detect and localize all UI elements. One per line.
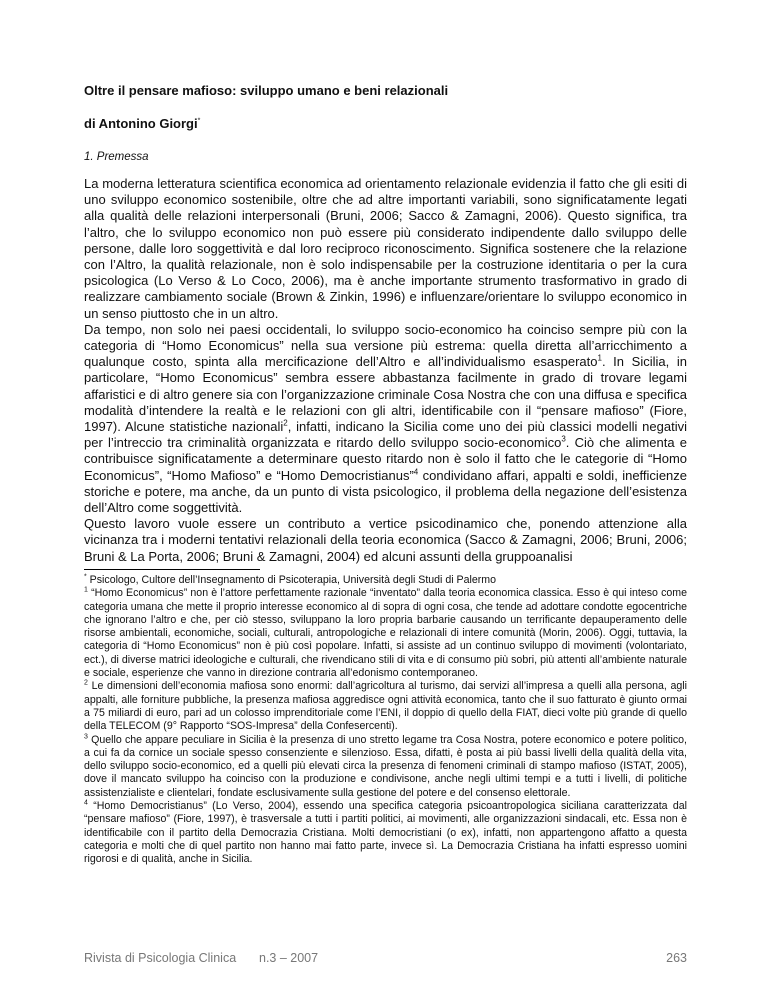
footnote-separator (84, 569, 260, 570)
footnote-ref-1[interactable]: 1 (597, 353, 602, 363)
paragraph-2: Da tempo, non solo nei paesi occidentali, lo sviluppo socio-economico ha coinciso sempre più con la categoria di “Homo Economicus” nella sua versione più estrema: quella diretta all’arricchimento a qualunque costo, spinta alla mercificazione dell’Altro e all’individualismo esasperato$^1$. In Sicilia, in particolare, “Homo Economicus” sembra essere abbastanza facilmente in grado di trovare legami affaristici e di altro genere sia con l’organizzazione criminale Cosa Nostra che con una diffusa e specifica modalità d’intendere la realtà e le relazioni con gli altri, identificabile con il “pensare mafioso” (Fiore, 1997). Alcune statistiche nazionali$^2$, infatti, indicano la Sicilia come uno dei più classici modelli negativi per l’intreccio tra criminalità organizzata e ritardo dello sviluppo socio-economico$^3$. Ciò che alimenta e contribuisce significatamente a determinare questo ritardo non è solo il fatto che le categorie di “Homo Economicus”, “Homo Mafioso” e “Homo Democristianus”$^4$ condividano affari, appalti e soldi, inefficienze storiche e potere, ma anche, da un punto di vista psicologico, il problema della negazione dell’esistenza dell’Altro come soggettività. (84, 321, 688, 516)
author-name: di Antonino Giorgi (84, 116, 198, 131)
footnote-2: $^2$ Le dimensioni dell’economia mafiosa sono enormi: dall’agricoltura al turismo, dai servizi all’impresa a quelli alla persona, agli appalti, alle forniture pubbliche, la presenza mafiosa aggredisce ogni attività economica, tanto che il suo fatturato è giunto ormai a 75 miliardi di euro, pari ad un colosso imprenditoriale come l’ENI, il doppio di quello della FIAT, dieci volte più grande di quello della TELECOM (9° Rapporto “SOS-Impresa” della Confesercenti). (84, 679, 687, 733)
article-title: Oltre il pensare mafioso: sviluppo umano e beni relazionali (84, 83, 449, 98)
article-author (84, 116, 200, 131)
issue-number: n.3 – 2007 (259, 951, 319, 965)
footnote-1: $^1$ “Homo Economicus” non è l’attore perfettamente razionale “inventato” dalla teoria economica classica. Esso è qui inteso come categoria umana che mette il proprio interesse economico al di sopra di ogni cosa, che tende ad adottare condotte egocentriche che ignorano l’altro e che, per ciò stesso, sviluppano la loro propria barbarie causando un terrificante depauperamento delle risorse ambientali, economiche, sociali, culturali, antropologiche e relazionali di intere comunità (Morin, 2006). Oggi, tuttavia, la categoria di “Homo Economicus” non è più così popolare. Infatti, si assiste ad un continuo sviluppo di movimenti (volontariato, ect.), di diverse matrici ideologiche e culturali, che rivendicano stili di vita e di consumo più sobri, più attenti all’ambiente naturale e sociale, esperienze che vanno in direzione contraria all’edonismo contemporaneo. (84, 586, 687, 680)
footnote-4: $^4$ “Homo Democristianus” (Lo Verso, 2004), essendo una specifica categoria psicoantropologica siciliana caratterizzata dal “pensare mafioso” (Fiore, 1997), è trasversale a tutti i partiti politici, ai movimenti, alle organizzazioni sindacali, etc. Essa non è identificabile con il partito della Democrazia Cristiana. Molti democristiani (o ex), infatti, non appartengono affatto a questa categoria e molti che di quel partito non hanno mai fatto parte, invece sì. La Democrazia Cristiana ha infatti espresso uomini rigorosi e di qualità, anche in Sicilia. (84, 799, 687, 866)
author-footnote-mark[interactable]: * (197, 117, 201, 125)
paragraph-1: La moderna letteratura scientifica economica ad orientamento relazionale evidenzia il fatto che gli esiti di uno sviluppo economico sostenibile, oltre che ad altre importanti variabili, sono significatamente legati alla qualità delle relazioni interpersonali (Bruni, 2006; Sacco & Zamagni, 2006). Questo significa, tra l’altro, che lo sviluppo economico non può essere più considerato indipendente dallo sviluppo delle persone, dalle loro soggettività e dal loro reciproco riconoscimento. Significa sostenere che la relazione con l’Altro, la qualità relazionale, non è solo indispensabile per la costruzione identitaria o per la cura psicologica (Lo Verso & Lo Coco, 2006), ma è anche importante strumento trasformativo in grado di realizzare cambiamento sociale (Brown & Zinkin, 1996) e influenzare/orientare lo sviluppo economico in un senso piuttosto che in un altro. (84, 176, 687, 321)
footnote-author: * Psicologo, Cultore dell’Insegnamento di Psicoterapia, Università degli Studi di Palermo (84, 573, 496, 586)
body-text (84, 176, 687, 565)
footnotes (84, 574, 687, 867)
footnote-ref-3[interactable]: 3 (561, 434, 566, 444)
journal-name: Rivista di Psicologia Clinica (84, 951, 237, 965)
footnote-3: $^3$ Quello che appare peculiare in Sicilia è la presenza di uno stretto legame tra Cosa Nostra, potere economico e potere politico, a cui fa da cornice un sociale spesso consenziente e silenzioso. Essa, difatti, è posta ai più bassi livelli della qualità della vita, dello sviluppo socio-economico, ed a quelli più elevati circa la presenza di fenomeni criminali di stampo mafioso (ISTAT, 2005), dove il mancato sviluppo ha coinciso con la produzione e condivisone, anche negli ultimi tempi e a tutti i livelli, di politiche assistenzialiste e clientelari, fondate esclusivamente sulla gestione del potere e del consenso elettorale. (84, 733, 687, 799)
paragraph-3: Questo lavoro vuole essere un contributo a vertice psicodinamico che, ponendo attenzione alla vicinanza tra i moderni tentativi relazionali della teoria economica (Sacco & Zamagni, 2006; Bruni, 2006; Bruni & La Porta, 2006; Bruni & Zamagni, 2004) ed alcuni assunti della gruppoanalisi (84, 516, 687, 564)
footnote-ref-2[interactable]: 2 (283, 418, 288, 428)
page-number: 263 (666, 951, 687, 965)
footnote-ref-4[interactable]: 4 (413, 467, 419, 477)
section-heading: 1. Premessa (84, 151, 149, 163)
